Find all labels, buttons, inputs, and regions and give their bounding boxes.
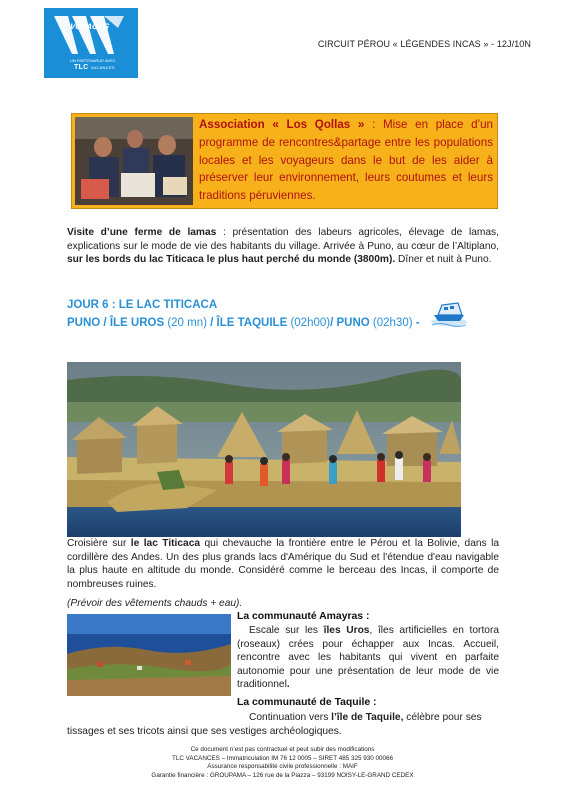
- boat-icon: [430, 295, 468, 327]
- route-taquile: ÎLE TAQUILE: [216, 317, 288, 329]
- titicaca-note: (Prévoir des vêtements chauds + eau).: [67, 598, 243, 609]
- uros-islands-photo: [67, 362, 461, 537]
- footer-line: Assurance responsabilité civile professionnelle : MAIF: [207, 763, 358, 771]
- children-photo-illustration: [75, 117, 193, 205]
- document-title: CIRCUIT PÉROU « LÉGENDES INCAS » - 12J/10N: [317, 39, 531, 49]
- titicaca-text: Croisière sur: [67, 538, 131, 549]
- taquile-island-photo: [67, 614, 231, 696]
- footer-line: Garantie financière : GROUPAMA – 126 rue de la Piazza – 93199 NOISY-LE-GRAND CEDEX: [151, 771, 414, 779]
- footer-line: TLC VACANCES – Immatriculation IM 76 12 0005 – SIRET 485 325 930 00066: [172, 754, 393, 762]
- company-logo: [44, 8, 138, 78]
- amayras-text: [237, 624, 499, 692]
- association-name: Association « Los Qollas »: [199, 118, 373, 131]
- titicaca-lake-name: le lac Titicaca: [130, 538, 201, 549]
- ferme-lake: sur les bords du lac Titicaca le plus haut perché du monde (3800m).: [67, 254, 396, 266]
- amayras-heading: La communauté Amayras :: [237, 611, 370, 622]
- taquile-heading: La communauté de Taquile :: [237, 697, 377, 708]
- route-puno-return: PUNO: [336, 317, 370, 329]
- route-puno: PUNO: [67, 317, 101, 329]
- association-box: [71, 113, 498, 209]
- titicaca-paragraph: [67, 537, 499, 591]
- association-description: [199, 116, 493, 205]
- logo-brand-word: VOYAGES: [69, 22, 110, 31]
- route-duration: (02h30): [369, 317, 416, 329]
- route-duration: (20 mn): [164, 317, 211, 329]
- ferme-paragraph: [67, 226, 499, 267]
- footer-line: Ce document n’est pas contractuel et peut subir des modifications: [190, 746, 375, 753]
- ferme-intro: Visite d’une ferme de lamas: [67, 227, 217, 238]
- logo-partner-text: UN PARTENARIAT AVEC: [70, 58, 116, 63]
- taquile-island-name: l’île de Taquile,: [331, 712, 404, 723]
- route-duration: (02h00): [287, 317, 331, 329]
- amayras-text-start: Escale sur les: [249, 625, 324, 636]
- taquile-text: [237, 711, 499, 725]
- titicaca-text-rest: qui chevauche la frontière entre le Pérou et la Bolivie, dans la cordillère des Andes. Un des plus grands lacs d'Amérique du Sud et l'étendue d'eau navigable la plus haute en altitude du monde. Considéré comme le berceau des Incas, il comporte de nombreuses ruines.: [67, 538, 500, 590]
- taquile-text-rest: célèbre pour ses: [403, 712, 482, 723]
- route-sep: /: [330, 317, 337, 329]
- day6-route: [67, 316, 429, 331]
- children-photo: [75, 117, 193, 205]
- route-sep: /: [210, 317, 217, 329]
- route-end: -: [415, 317, 420, 329]
- amayras-uros: îles Uros: [323, 625, 370, 636]
- logo-brand-sub: TLC VACANCES: [74, 64, 115, 71]
- taquile-text-start: Continuation vers: [249, 712, 332, 723]
- route-sep: /: [100, 317, 110, 329]
- association-text: : Mise en place d’un programme de rencontres&partage entre les populations locales et les voyageurs dans le but de les aider à préserver leur environnement, leurs coutumes et leurs traditions péruviennes.: [199, 118, 494, 203]
- amayras-text-rest: , îles artificielles en tortora (roseaux) crées pour échapper aux Incas. Accueil, rencontre avec les habitants qui vivent en parfaite autonomie pour une présentation de leur mode de vie traditionnel: [237, 625, 499, 691]
- amayras-section: [237, 611, 499, 692]
- amayras-text-end: .: [286, 679, 290, 691]
- ferme-text: : présentation des labeurs agricoles, élevage de lamas, explications sur le mode de vie des habitants du village. Arrivée à Puno, au cœur de l’Altiplano,: [67, 227, 499, 252]
- taquile-text-line2: tissages et ses tricots ainsi que ses vestiges archéologiques.: [67, 726, 342, 737]
- day6-title: JOUR 6 : LE LAC TITICACA: [67, 299, 218, 311]
- footer: [0, 746, 565, 780]
- route-uros: ÎLE UROS: [109, 317, 165, 329]
- ferme-text-end: Dîner et nuit à Puno.: [395, 254, 492, 266]
